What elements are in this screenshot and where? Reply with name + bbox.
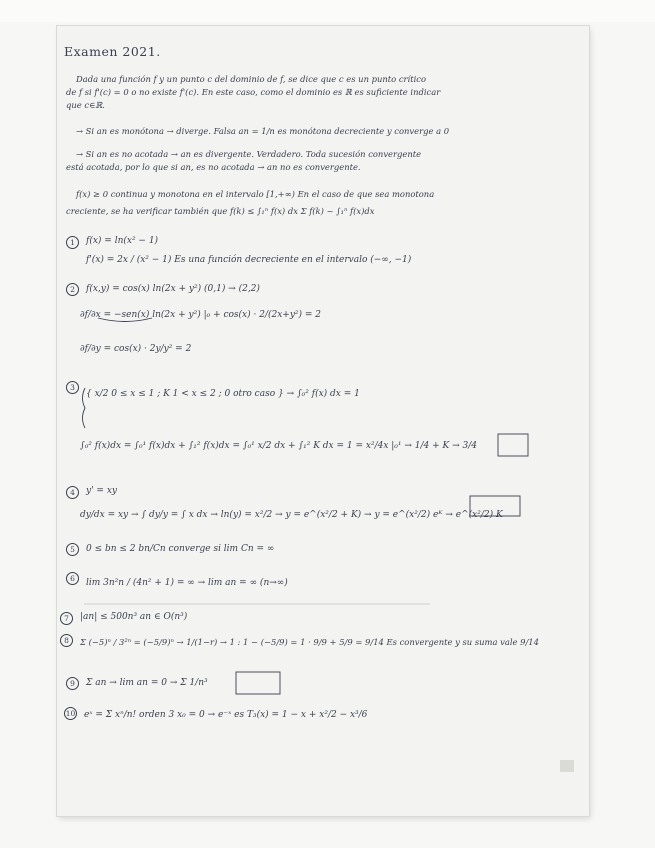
answer-box-4: [470, 496, 520, 516]
note-line-2: → Si an es no acotada → an es divergente. Verdadero. Toda sucesión convergente: [76, 149, 422, 159]
integral-note-1: f(x) ≥ 0 continua y monotona en el intervalo [1,+∞) En el caso de que sea monotona: [76, 189, 435, 199]
item-10-line-1: eˣ = Σ xⁿ/n! orden 3 x₀ = 0 → e⁻ˣ es T₃(x) = 1 − x + x²/2 − x³/6: [84, 710, 368, 720]
exam-title: Examen 2021.: [64, 44, 161, 59]
item-number-4: 4: [66, 486, 79, 499]
note-line-1: → Si an es monótona → diverge. Falsa an = 1/n es monótona decreciente y converge a 0: [76, 126, 450, 136]
item-3-line-1: { x/2 0 ≤ x ≤ 1 ; K 1 < x ≤ 2 ; 0 otro caso } → ∫₀² f(x) dx = 1: [86, 389, 360, 399]
item-number-5: 5: [66, 543, 79, 556]
item-number-6: 6: [66, 572, 79, 585]
item-number-3: 3: [66, 381, 79, 394]
answer-box-3: [498, 434, 528, 456]
item-6-line-1: lim 3n²n / (4n² + 1) = ∞ → lim an = ∞ (n→∞): [86, 578, 288, 588]
integral-note-2: creciente, se ha verificar también que f(k) ≤ ∫₁ⁿ f(x) dx Σ f(k) ~ ∫₁ⁿ f(x)dx: [66, 206, 375, 216]
item-7-line-1: |an| ≤ 500n³ an ∈ O(n³): [80, 612, 188, 622]
underbrace-stroke: [98, 318, 152, 322]
item-4-line-1: y' = xy: [86, 486, 117, 496]
intro-line-1: Dada una función f y un punto c del dominio de f, se dice que c es un punto crítico: [76, 74, 426, 84]
item-1-line-1: f(x) = ln(x² − 1): [86, 236, 159, 246]
item-8-line-1: Σ (−5)ⁿ / 3²ⁿ = (−5/9)ⁿ → 1/(1−r) → 1 : 1 − (−5/9) = 1 · 9/9 + 5/9 = 9/14 Es convergente y su suma vale 9/14: [80, 637, 539, 647]
item-1-line-2: f'(x) = 2x / (x² − 1) Es una función decreciente en el intervalo (−∞, −1): [86, 255, 412, 265]
intro-line-3: que c∈ℝ.: [66, 100, 105, 110]
item-number-9: 9: [66, 677, 79, 690]
bleed-through-marks: [560, 760, 574, 772]
item-number-8: 8: [60, 634, 73, 647]
note-line-3: está acotada, por lo que si an, es no acotada → an no es convergente.: [66, 162, 361, 172]
item-number-2: 2: [66, 283, 79, 296]
item-3-line-2: ∫₀² f(x)dx = ∫₀¹ f(x)dx + ∫₁² f(x)dx = ∫₀¹ x/2 dx + ∫₁² K dx = 1 = x²/4x |₀¹ → 1/4 + K → 3/4: [80, 441, 477, 451]
item-2-line-3: ∂f/∂y = cos(x) · 2y/y² = 2: [80, 344, 192, 354]
item-number-7: 7: [60, 612, 73, 625]
intro-line-2: de f si f'(c) = 0 o no existe f'(c). En este caso, como el dominio es ℝ es suficiente indicar: [66, 87, 441, 97]
item-5-line-1: 0 ≤ bn ≤ 2 bn/Cn converge si lim Cn = ∞: [86, 544, 275, 554]
item-4-line-2: dy/dx = xy → ∫ dy/y = ∫ x dx → ln(y) = x²/2 → y = e^(x²/2 + K) → y = e^(x²/2) eᴷ → e^(x²/2) K: [80, 510, 503, 520]
item-2-line-2: ∂f/∂x = −sen(x) ln(2x + y²) |₀ + cos(x) · 2/(2x+y²) = 2: [80, 310, 322, 320]
item-9-line-1: Σ an → lim an = 0 → Σ 1/n³: [86, 678, 208, 688]
item-number-1: 1: [66, 236, 79, 249]
answer-box-9: [236, 672, 280, 694]
item-2-line-1: f(x,y) = cos(x) ln(2x + y²) (0,1) → (2,2): [86, 284, 260, 294]
piecewise-brace: [83, 388, 86, 428]
item-number-10: 10: [65, 709, 76, 718]
